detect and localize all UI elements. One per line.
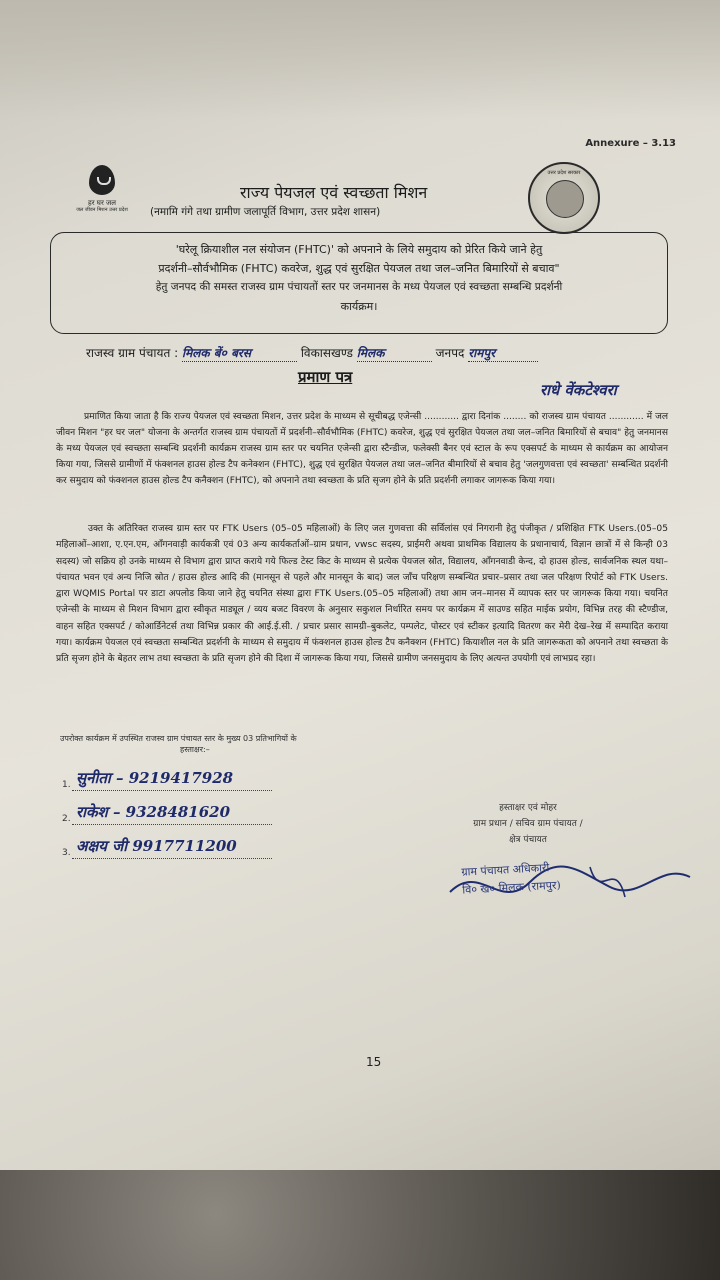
participants-note: उपरोक्त कार्यक्रम में उपस्थित राजस्व ग्राम पंचायत स्तर के मुख्य 03 प्रतिभागियों के (60, 734, 297, 743)
district-value: रामपुर (468, 344, 538, 362)
box-line-2: प्रदर्शनी–सौर्वभौमिक (FHTC) कवरेज, शुद्ध एवं सुरक्षित पेयजल तथा जल–जनित बिमारियों से बचाव" (158, 262, 560, 275)
signatory-area: क्षेत्र पंचायत (509, 835, 547, 845)
water-drop-icon (89, 165, 115, 195)
stamp-line-1: ग्राम पंचायत अधिकारी (461, 861, 550, 879)
signature-label: हस्ताक्षर एवं मोहर (499, 803, 557, 813)
box-line-4: कार्यक्रम। (340, 300, 378, 313)
annexure-label: Annexure – 3.13 (585, 138, 676, 149)
panchayat-label: राजस्व ग्राम पंचायत : (86, 346, 179, 360)
participants-note-2: हस्ताक्षर:– (180, 745, 210, 754)
up-govt-seal-icon (528, 162, 600, 234)
document-title: राज्य पेयजल एवं स्वच्छता मिशन (240, 183, 428, 202)
program-title-box (50, 232, 668, 334)
seal-emblem-icon (546, 180, 584, 218)
stamp-line-2: वि० ख० मिलक (रामपुर) (461, 878, 562, 897)
signature-line (72, 790, 272, 791)
box-line-1: 'घरेलू क्रियाशील नल संयोजन (FHTC)' को अपनाने के लिये समुदाय को प्रेरित किये जाने हेतु (175, 243, 543, 256)
block-label: विकासखण्ड (300, 346, 353, 360)
participant-signature: राकेश – 9328481620 (76, 803, 231, 821)
certificate-paragraph-2: उक्त के अतिरिक्त राजस्व ग्राम स्तर पर FTK Users (05–05 महिलाओं) के लिए जल गुणवत्ता की सर्विलांस एवं निगरानी हेतु पंजीकृत / प्रशिक्षित FTK Users.(05–05 महिलाओं–आशा, ए.एन.एम, आँगनवाड़ी कार्यकत्री एवं 03 अन्य कार्यकर्ताओं–ग्राम प्रधान, vwsc सदस्य, प्राईमरी अथवा प्राथमिक विद्यालय के प्रधानाचार्य, विज्ञान छात्रों में से किन्ही 03 सदस्य) जो सक्रिय हो उनके माध्यम से विभाग द्वारा प्राप्त कराये गये फिल्ड टेस्ट किट के माध्यम से प्रत्येक पेयजल स्रोत, विद्यालय, आँगनवाडी केन्द, दो हाउस होल्ड, सार्वजनिक स्थल यथा–पंचायत भवन एवं अन्य निजि स्रोत / हाउस होल्ड आदि की (मानसून से पहले और मानसून के बाद) जल जाँच परिक्षण सम्बन्धित प्रचार–प्रसार तथा जल परिक्षण रिपोर्ट को FTK Users. द्वारा WQMIS Portal पर डाटा अपलोड किया जाने हेतु चयनित संस्था द्वारा FTK Users.(05–05 महिलाओं) तथा आम जन–मानस में व्यापक स्तर पर जागरूक किया गया। चयनित एजेन्सी के माध्यम से मिशन विभाग द्वारा स्वीकृत माड्यूल / व्यय बजट विवरण के अनुसार सकुशल निर्धारित समय पर कार्यक्रम में साउण्ड सहित माईक प्रयोग, विभिन्न तरह की स्टैण्डीज, वाहन सहित एक्सपर्ट / कोआर्डिनेटर्स तथा विभिन्न प्रकार की आई.ई.सी. / प्रचार प्रसार सामग्री–बुकलेट, पम्पलेट, पोस्टर एवं स्टीकर इत्यादि वितरण कर मेरी देख–रेख में सम्पादित कराया गया। कार्यक्रम पेयजल एवं स्वच्छता सम्बन्धित प्रदर्शनी के माध्यम से समुदाय में फंक्शनल हाउस होल्ड टैप कनैक्शन (FHTC) कियाशील नल के प्रति जागरूकता को अपनाने तथा स्वच्छता के प्रति सृजग होने के बेहतर लाभ तथा स्वच्छता के प्रति सृजग होने की दिशा में जागरूक किया गया, जिससे ग्रामीण जनसमुदाय के लिए अत्यन्त उपयोगी एवं लाभप्रद रहा। (56, 524, 668, 665)
signatory-role: ग्राम प्रधान / सचिव ग्राम पंचायत / (473, 819, 583, 829)
table-surface (0, 1170, 720, 1280)
logo-subtext: जल जीवन मिशन उत्तर प्रदेश (76, 207, 128, 213)
document-subtitle: (नमामि गंगे तथा ग्रामीण जलापूर्ति विभाग, उत्तर प्रदेश शासन) (150, 206, 381, 218)
seal-text: उत्तर प्रदेश सरकार (547, 170, 581, 176)
signature-block (448, 800, 608, 848)
panchayat-value: मिलक बें० बरस (182, 344, 297, 362)
participant-signature: सुनीता – 9219417928 (76, 769, 234, 787)
certificate-heading: प्रमाण पत्र (298, 368, 353, 386)
participant-signature: अक्षय जी 9917711200 (76, 837, 237, 855)
location-fields (86, 344, 538, 362)
participant-number: 2. (62, 814, 71, 824)
jal-jeevan-logo (72, 165, 132, 213)
certificate-paragraph-1: प्रमाणित किया जाता है कि राज्य पेयजल एवं स्वच्छता मिशन, उत्तर प्रदेश के माध्यम से सूचीबद्ध एजेन्सी ............ द्वारा दिनांक ........ को राजस्व ग्राम पंचायत ............ में जल जीवन मिशन "हर घर जल" योजना के अन्तर्गत राजस्व ग्राम पंचायतों में प्रदर्शनी–सौर्वभौमिक (FHTC) कवरेज, शुद्ध एवं सुरक्षित पेयजल तथा जल–जनित बिमारियों से बचाव" हेतु जनमानस के मध्य पेयजल एवं स्वच्छता सम्बन्धि प्रदर्शनी कार्यक्रम राजस्व ग्राम स्तर पर चयनित एजेन्सी द्वारा स्टैन्डीज, फलेक्सी बैनर एवं स्टाल के रूप एक्सपर्ट के माध्यम से कार्यक्रम का आयोजन किया गया, जिससे ग्रामीणों में फंक्शनल हाउस होल्ड टैप कनेक्शन (FHTC), शुद्ध एवं सुरक्षित पेयजल तथा जल–जनित बीमारियों से बचाव हेतु 'जलगुणवत्ता एवं स्वच्छता' सम्बन्धित प्रदर्शनी कर समुदाय को फंक्शनल हाउस होल्ड टैप कनैक्शन (FHTC), को अपनाने तथा स्वच्छता के प्रति सृजग होने के प्रति प्रदर्शनी लगाकर जागरूक किया गया। (56, 412, 668, 487)
participant-number: 1. (62, 780, 71, 790)
district-label: जनपद (435, 346, 465, 360)
logo-text: हर घर जल (88, 199, 116, 207)
box-line-3: हेतु जनपद की समस्त राजस्व ग्राम पंचायतों स्तर पर जनमानस के मध्य पेयजल एवं स्वच्छता सम्बन्धि प्रदर्शनी (155, 281, 563, 293)
handwritten-agency: राधे वेंकटेश्वरा (540, 381, 617, 399)
participant-number: 3. (62, 848, 71, 858)
official-stamp (461, 856, 603, 907)
block-value: मिलक (357, 344, 432, 362)
signature-line (72, 858, 272, 859)
signature-line (72, 824, 272, 825)
page-number: 15 (366, 1055, 382, 1069)
